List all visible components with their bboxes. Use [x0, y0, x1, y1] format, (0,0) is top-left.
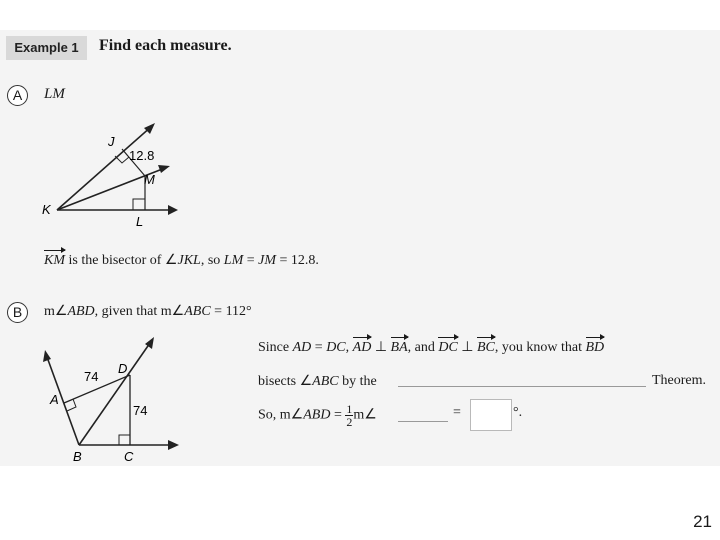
line1-since: Since [258, 340, 293, 355]
line1-bd-ray: BD [585, 340, 605, 355]
line1-ad: AD [292, 340, 312, 355]
line2-by: by the [338, 374, 377, 389]
ray-bd [79, 343, 150, 445]
part-b-line-1 [258, 339, 604, 356]
line1-dc: DC [326, 340, 346, 355]
measure-answer-box[interactable] [470, 399, 512, 431]
line1-ba-ray: BA [390, 340, 408, 355]
part-b-marker: B [7, 302, 28, 323]
segment-jm-name: JM [258, 253, 277, 268]
ray-ba-arrow [43, 350, 51, 362]
line1-and: , and [407, 340, 439, 355]
label-j: J [108, 134, 115, 149]
statement-text-1: is the bisector of ∠ [65, 253, 178, 268]
label-m: M [144, 172, 155, 187]
label-d: D [118, 361, 128, 376]
line1-bc-ray: BC [477, 340, 495, 355]
statement-result: = 12.8. [276, 253, 319, 268]
line3-so: So, m∠ [258, 407, 304, 423]
line1-perp-2: ⊥ [457, 340, 477, 355]
prompt-abc: ABC [184, 304, 211, 319]
line1-dc-ray: DC [438, 340, 458, 355]
prompt-abd: ABD [67, 304, 95, 319]
line3-m-angle: m∠ [353, 407, 377, 423]
right-angle-c [119, 435, 130, 445]
theorem-answer-blank[interactable] [398, 386, 646, 387]
line1-know: , you know that [494, 340, 586, 355]
line2-abc: ABC [312, 374, 339, 389]
length-ad: 74 [84, 369, 99, 384]
line1-perp-1: ⊥ [371, 340, 391, 355]
part-b-line-2 [258, 373, 377, 390]
line3-equals: = [453, 405, 461, 420]
label-b: B [73, 449, 82, 464]
label-c: C [124, 449, 134, 464]
label-k: K [42, 202, 51, 217]
fraction-numerator: 1 [346, 402, 353, 416]
angle-jkl: JKL [177, 253, 201, 268]
prompt-value: = 112° [210, 304, 252, 319]
statement-text-2: , so [200, 253, 224, 268]
label-a: A [50, 392, 59, 407]
line1-comma: , [345, 340, 353, 355]
line3-abd: ABD [303, 407, 331, 423]
prompt-given: , given that m∠ [94, 304, 185, 319]
fraction-denominator: 2 [346, 415, 353, 429]
line3-degree: °. [513, 405, 523, 420]
part-b-line-3 [258, 403, 377, 428]
line2-theorem: Theorem. [652, 373, 707, 388]
example-badge: Example 1 [6, 36, 87, 60]
ray-km-notation: KM [44, 253, 65, 268]
line2-bisects: bisects ∠ [258, 374, 313, 389]
length-jm: 12.8 [129, 148, 155, 163]
ray-bc-arrow [168, 440, 179, 450]
segment-lm-name: LM [223, 253, 244, 268]
page-number: 21 [693, 512, 712, 531]
line1-ad-ray: AD [352, 340, 372, 355]
label-l: L [136, 214, 144, 229]
angle-answer-blank[interactable] [398, 421, 448, 422]
part-a-marker: A [7, 85, 28, 106]
line1-eq: = [311, 340, 327, 355]
equals-1: = [243, 253, 259, 268]
line3-eq: = [330, 407, 346, 423]
part-a-prompt: LM [44, 86, 65, 102]
prompt-m1: m∠ [44, 304, 68, 319]
length-dc: 74 [133, 403, 148, 418]
example-heading: Find each measure. [99, 37, 232, 54]
